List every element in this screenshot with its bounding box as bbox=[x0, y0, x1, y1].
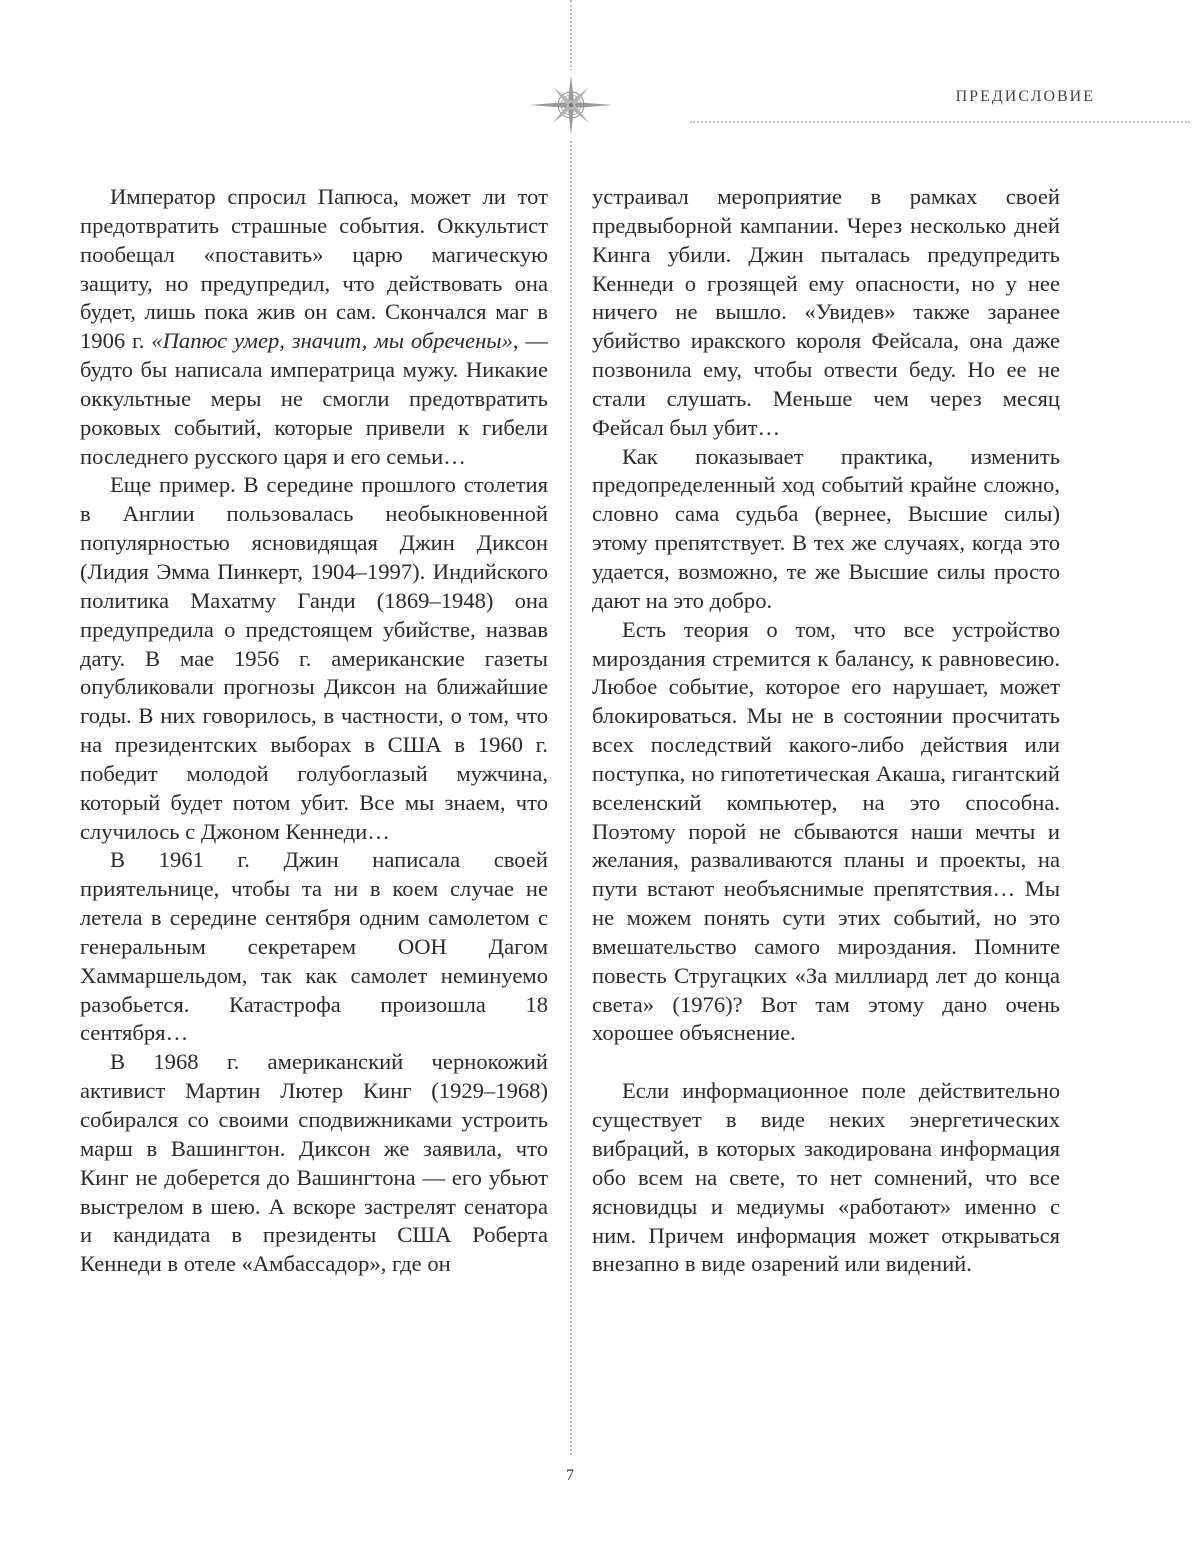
page-number: 7 bbox=[566, 1467, 574, 1484]
column-divider bbox=[570, 0, 572, 1455]
paragraph-text: , — будто бы написала императрица мужу. Никакие оккультные меры не смогли предотвратить роковых событий, которые привели к гибели последнего русского царя и его семьи… bbox=[80, 328, 549, 469]
italic-quote: «Папюс умер, значит, мы обречены» bbox=[151, 328, 513, 354]
paragraph: В 1961 г. Джин написала своей приятельнице, чтобы та ни в коем случае не летела в середине сентября одним самолетом с генеральным секретарем ООН Дагом Хаммаршельдом, так как самолет неминуемо разобьется. Катастрофа произошла 18 сентября… bbox=[80, 847, 548, 1046]
paragraph: Есть теория о том, что все устройство мироздания стремится к балансу, к равновесию. Любое событие, которое его нарушает, может блокироваться. Мы не в состоянии просчитать всех последствий какого-либо действия или поступка, но гипотетическая Акаша, гигантский вселенский компьютер, на это способна. Поэтому порой не сбываются наши мечты и желания, разваливаются планы и проекты, на пути встают необъяснимые препятствия… Мы не можем понять сути этих событий, но это вмешательство самого мироздания. Помните повесть Стругацких «За миллиард лет до конца света» (1976)? Вот там этому дано очень хорошее объяснение. bbox=[592, 616, 1060, 1046]
right-column bbox=[592, 183, 1060, 1279]
paragraph-text: Император спросил Папюса, может ли тот предотвратить страшные события. Оккультист пообещал «поставить» царю магическую защиту, но предупредил, что действовать она будет, лишь пока жив он сам. Скончался маг в 1906 г. bbox=[80, 184, 548, 354]
paragraph bbox=[80, 183, 548, 471]
section-title: ПРЕДИСЛОВИЕ bbox=[955, 88, 1095, 105]
left-column bbox=[80, 183, 548, 1279]
paragraph: В 1968 г. американский чернокожий активист Мартин Лютер Кинг (1929–1968) собирался со своими сподвижниками устроить марш в Вашингтон. Диксон же заявила, что Кинг не доберется до Вашингтона — его убьют выстрелом в шею. А вскоре застрелят сенатора и кандидата в президенты США Роберта Кеннеди в отеле «Амбассадор», где он bbox=[80, 1049, 548, 1277]
compass-rose-icon bbox=[527, 70, 615, 140]
paragraph: Еще пример. В середине прошлого столетия в Англии пользовалась необыкновенной популярностью ясновидящая Джин Диксон (Лидия Эмма Пинкерт, 1904–1997). Индийского политика Махатму Ганди (1869–1948) она предупредила о предстоящем убийстве, назвав дату. В мае 1956 г. американские газеты опубликовали прогнозы Диксон на ближайшие годы. В них говорилось, в частности, о том, что на президентских выборах в США в 1960 г. победит молодой голубоглазый мужчина, который будет потом убит. Все мы знаем, что случилось с Джоном Кеннеди… bbox=[80, 472, 548, 844]
header-rule bbox=[690, 121, 1190, 123]
paragraph: устраивал мероприятие в рамках своей предвыборной кампании. Через несколько дней Кинга убили. Джин пыталась предупредить Кеннеди о грозящей ему опасности, но у нее ничего не вышло. «Увидев» также заранее убийство иракского короля Фейсала, она даже позвонила ему, чтобы отвести беду. Но ее не стали слушать. Меньше чем через месяц Фейсал был убит… bbox=[592, 184, 1060, 440]
paragraph: Как показывает практика, изменить предопределенный ход событий крайне сложно, словно сама судьба (вернее, Высшие силы) этому препятствует. В тех же случаях, когда это удается, возможно, те же Высшие силы просто дают на это добро. bbox=[592, 443, 1060, 613]
paragraph: Если информационное поле действительно существует в виде неких энергетических вибраций, в которых закодирована информация обо всем на свете, то нет сомнений, что все ясновидцы и медиумы «работают» именно с ним. Причем информация может открываться внезапно в виде озарений или видений. bbox=[592, 1078, 1060, 1277]
